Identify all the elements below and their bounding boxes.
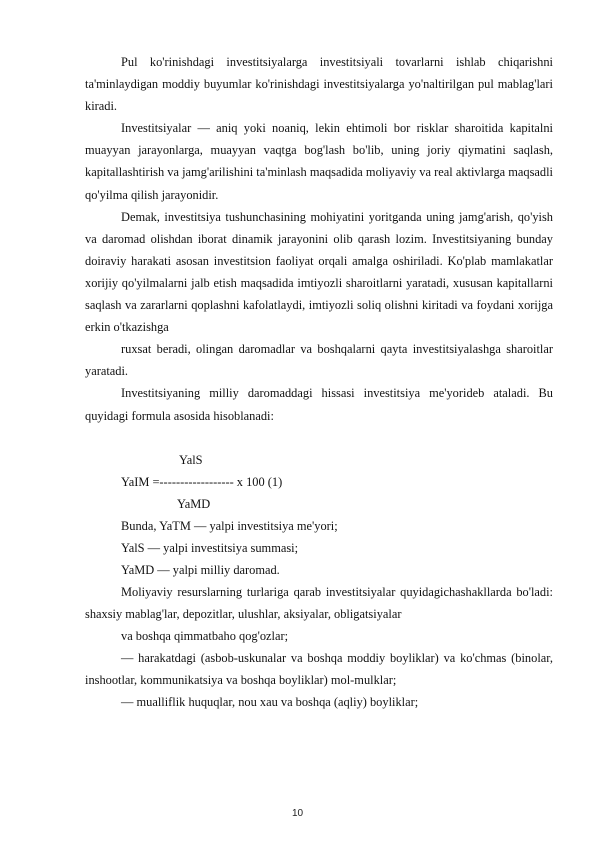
paragraph-property: — harakatdagi (asbob-uskunalar va boshqa moddiy boyliklar) va ko'chmas (binolar, inshootlar, kommunikatsiya va boshqa boyliklar) mol-mulklar; [85,651,553,688]
paragraph-reinvestment: ruxsat beradi, olingan daromadlar va boshqalarni qayta investitsiyalashga sharoitlar yaratadi. [85,342,553,379]
paragraph-investment-rate: Investitsiyaning milliy daromaddagi hissasi investitsiya me'yorideb ataladi. Bu quyidagi formula asosida hisoblanadi: [85,386,553,423]
page-number: 10 [291,808,304,819]
definition-yals: YalS — yalpi investitsiya summasi; [121,540,299,555]
formula-block [113,449,553,515]
definition-yamd: YaMD — yalpi milliy daromad. [121,562,280,577]
definition-yatm: Bunda, YaTM — yalpi investitsiya me'yori; [121,518,338,533]
paragraph-money-investments: Pul ko'rinishdagi investitsiyalarga investitsiyali tovarlarni ishlab chiqarishni ta'minlaydigan moddiy buyumlar ko'rinishdagi investitsiyalarga yo'naltirilgan pul mablag'lari kiradi. [85,55,553,114]
document-body [85,51,553,713]
paragraph-securities: va boshqa qimmatbaho qog'ozlar; [121,629,289,644]
formula-numerator: YalS [179,452,203,467]
formula-main: YaIM =------------------ x 100 (1) [121,474,283,489]
paragraph-investment-essence: Demak, investitsiya tushunchasining mohiyatini yoritganda uning jamg'arish, qo'yish va daromad olishdan iborat dinamik jarayonini olib qarash lozim. Investitsiyaning bunday doiraviy harakati asosan investitsion faoliyat orqali amalga oshiriladi. Ko'plab mamlakatlar xorijiy qo'yilmalarni jalb etish maqsadida imtiyozli sharoitlarni yaratadi, xususan kapitallarni saqlash va zararlarni qoplashni kafolatlaydi, imtiyozli soliq olishni kiritadi va foydani xorijga erkin o'tkazishga [85,209,553,335]
paragraph-financial-resources: Moliyaviy resurslarning turlariga qarab investitsiyalar quyidagichashakllarda bo'ladi: shaxsiy mablag'lar, depozitlar, ulushlar, aksiyalar, obligatsiyalar [85,584,553,621]
formula-denominator: YaMD [177,496,211,511]
paragraph-intellectual: — mualliflik huquqlar, nou xau va boshqa (aqliy) boyliklar; [121,695,419,710]
paragraph-investment-definition: Investitsiyalar — aniq yoki noaniq, lekin ehtimoli bor risklar sharoitida kapitalni muayyan jarayonlarga, muayyan vaqtga bog'lash bo'lib, uning joriy qiymatini saqlash, kapitallashtirish va jamg'arilishini ta'minlash maqsadida moliyaviy va real aktivlarga maqsadli qo'yilma qilish jarayonidir. [85,121,553,202]
